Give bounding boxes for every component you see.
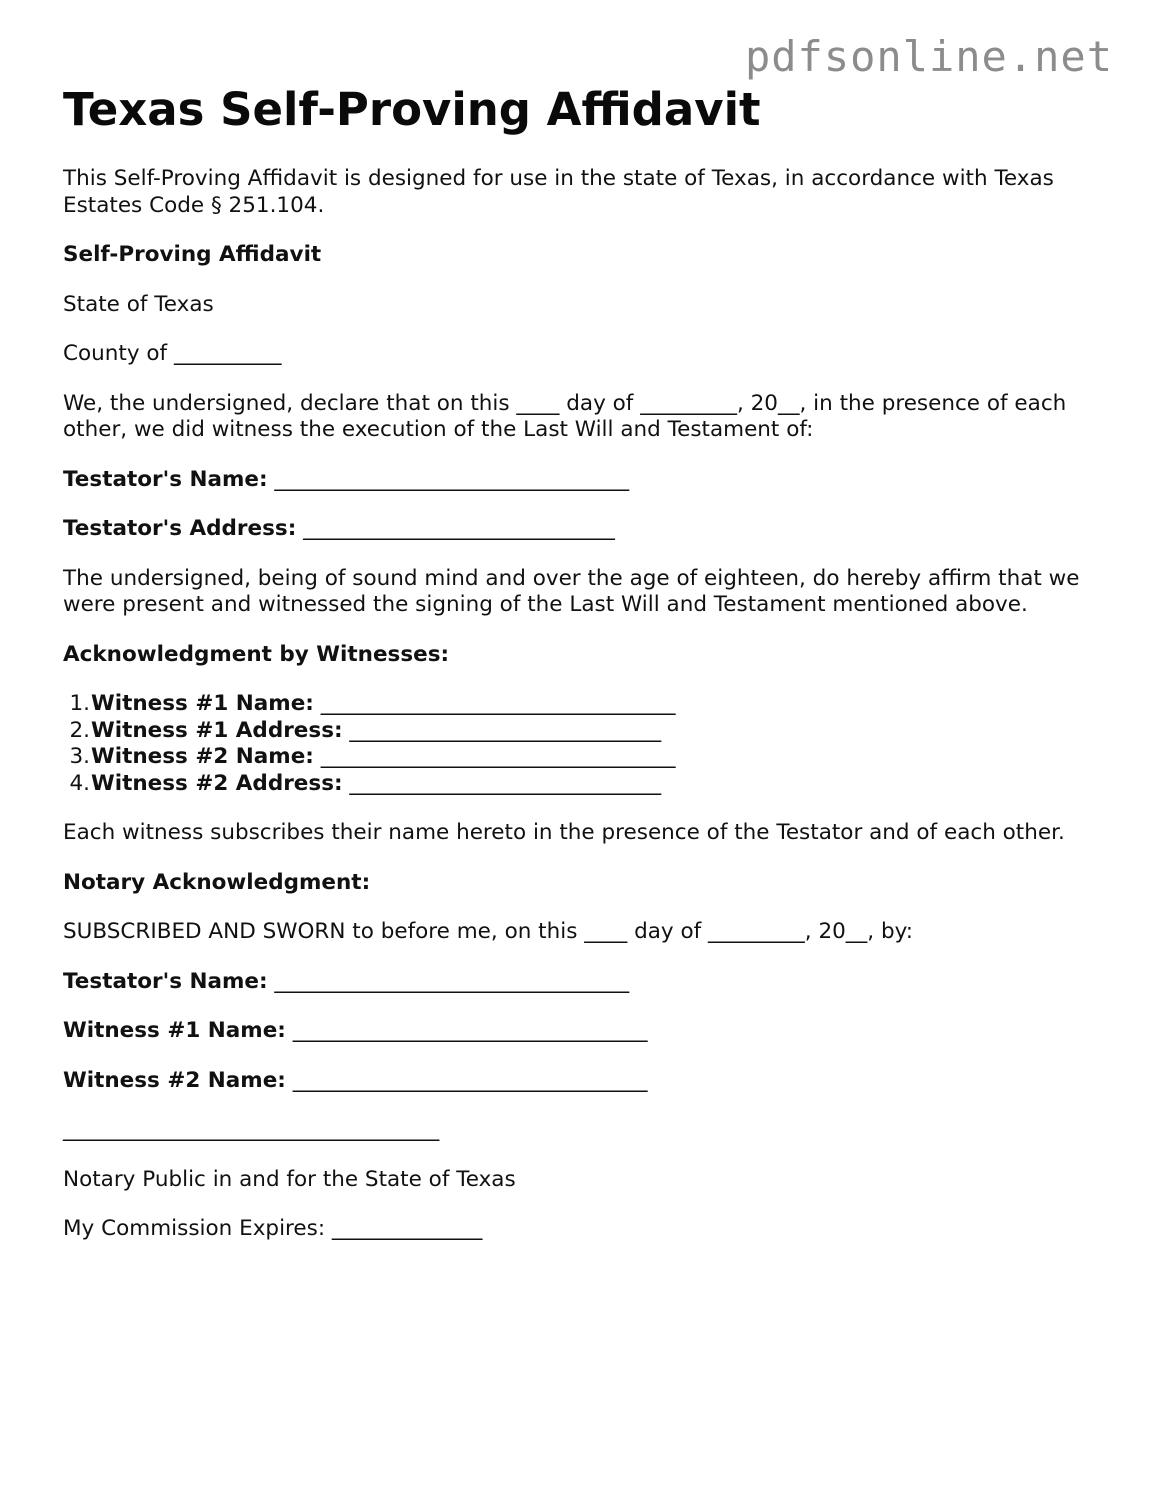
field-blank: _____________________________ <box>342 770 662 796</box>
field-label: Witness #2 Name: <box>63 1067 286 1093</box>
state-line: State of Texas <box>63 291 214 317</box>
list-item <box>63 718 1103 745</box>
list-number: 3. <box>69 744 90 769</box>
notary-signature-line: ___________________________________ <box>63 1117 440 1142</box>
sworn-paragraph: SUBSCRIBED AND SWORN to before me, on this ____ day of _________, 20__, by: <box>63 919 914 944</box>
field-blank: _____________________________ <box>296 516 615 541</box>
subscribe-paragraph: Each witness subscribes their name hereto in the presence of the Testator and of each other. <box>63 820 1065 845</box>
notary-testator-field <box>63 969 1103 996</box>
field-label: Witness #1 Name: <box>63 1018 286 1043</box>
field-label: Testator's Name: <box>63 466 268 492</box>
watermark: pdfsonline.net <box>744 32 1113 81</box>
field-blank: _________________________________ <box>313 744 676 769</box>
testator-address-field <box>63 516 1103 543</box>
field-label: Witness #2 Address: <box>91 770 343 796</box>
field-label: Witness #1 Name: <box>91 691 314 716</box>
field-blank: _________________________________ <box>285 1018 648 1043</box>
notary-public-line: Notary Public in and for the State of Texas <box>63 1166 516 1192</box>
intro-paragraph: This Self-Proving Affidavit is designed for use in the state of Texas, in accordance with Texas Estates Code § 251.104. <box>63 166 1054 218</box>
list-item <box>63 744 1103 771</box>
field-label: Testator's Name: <box>63 968 268 994</box>
field-blank: _________________________________ <box>313 691 676 716</box>
page-title: Texas Self-Proving Affidavit <box>63 83 761 136</box>
testator-name-field <box>63 467 1103 494</box>
section-heading: Self-Proving Affidavit <box>63 242 322 267</box>
list-number: 2. <box>69 717 90 743</box>
notary-witness2-field <box>63 1068 1103 1095</box>
field-label: Witness #1 Address: <box>91 717 343 743</box>
witness-list <box>63 691 1103 797</box>
list-number: 4. <box>69 770 90 796</box>
list-number: 1. <box>69 691 90 716</box>
field-label: Witness #2 Name: <box>91 744 314 769</box>
field-blank: _________________________________ <box>285 1067 648 1093</box>
list-item <box>63 691 1103 718</box>
field-blank: _____________________________ <box>342 717 662 743</box>
acknowledgment-heading: Acknowledgment by Witnesses: <box>63 641 450 667</box>
county-line: County of __________ <box>63 341 282 366</box>
field-blank: _________________________________ <box>267 466 630 492</box>
commission-line: My Commission Expires: ______________ <box>63 1216 483 1241</box>
notary-witness1-field <box>63 1018 1103 1045</box>
declaration-paragraph: We, the undersigned, declare that on this ____ day of _________, 20__, in the presence of each other, we did witness the execution of the Last Will and Testament of: <box>63 390 1067 442</box>
list-item <box>63 771 1103 798</box>
document-page <box>63 84 1103 1243</box>
notary-heading: Notary Acknowledgment: <box>63 869 371 895</box>
field-blank: _________________________________ <box>267 968 630 994</box>
field-label: Testator's Address: <box>63 516 297 541</box>
affirmation-paragraph: The undersigned, being of sound mind and over the age of eighteen, do hereby affirm that we were present and witnessed the signing of the Last Will and Testament mentioned above. <box>63 565 1080 617</box>
